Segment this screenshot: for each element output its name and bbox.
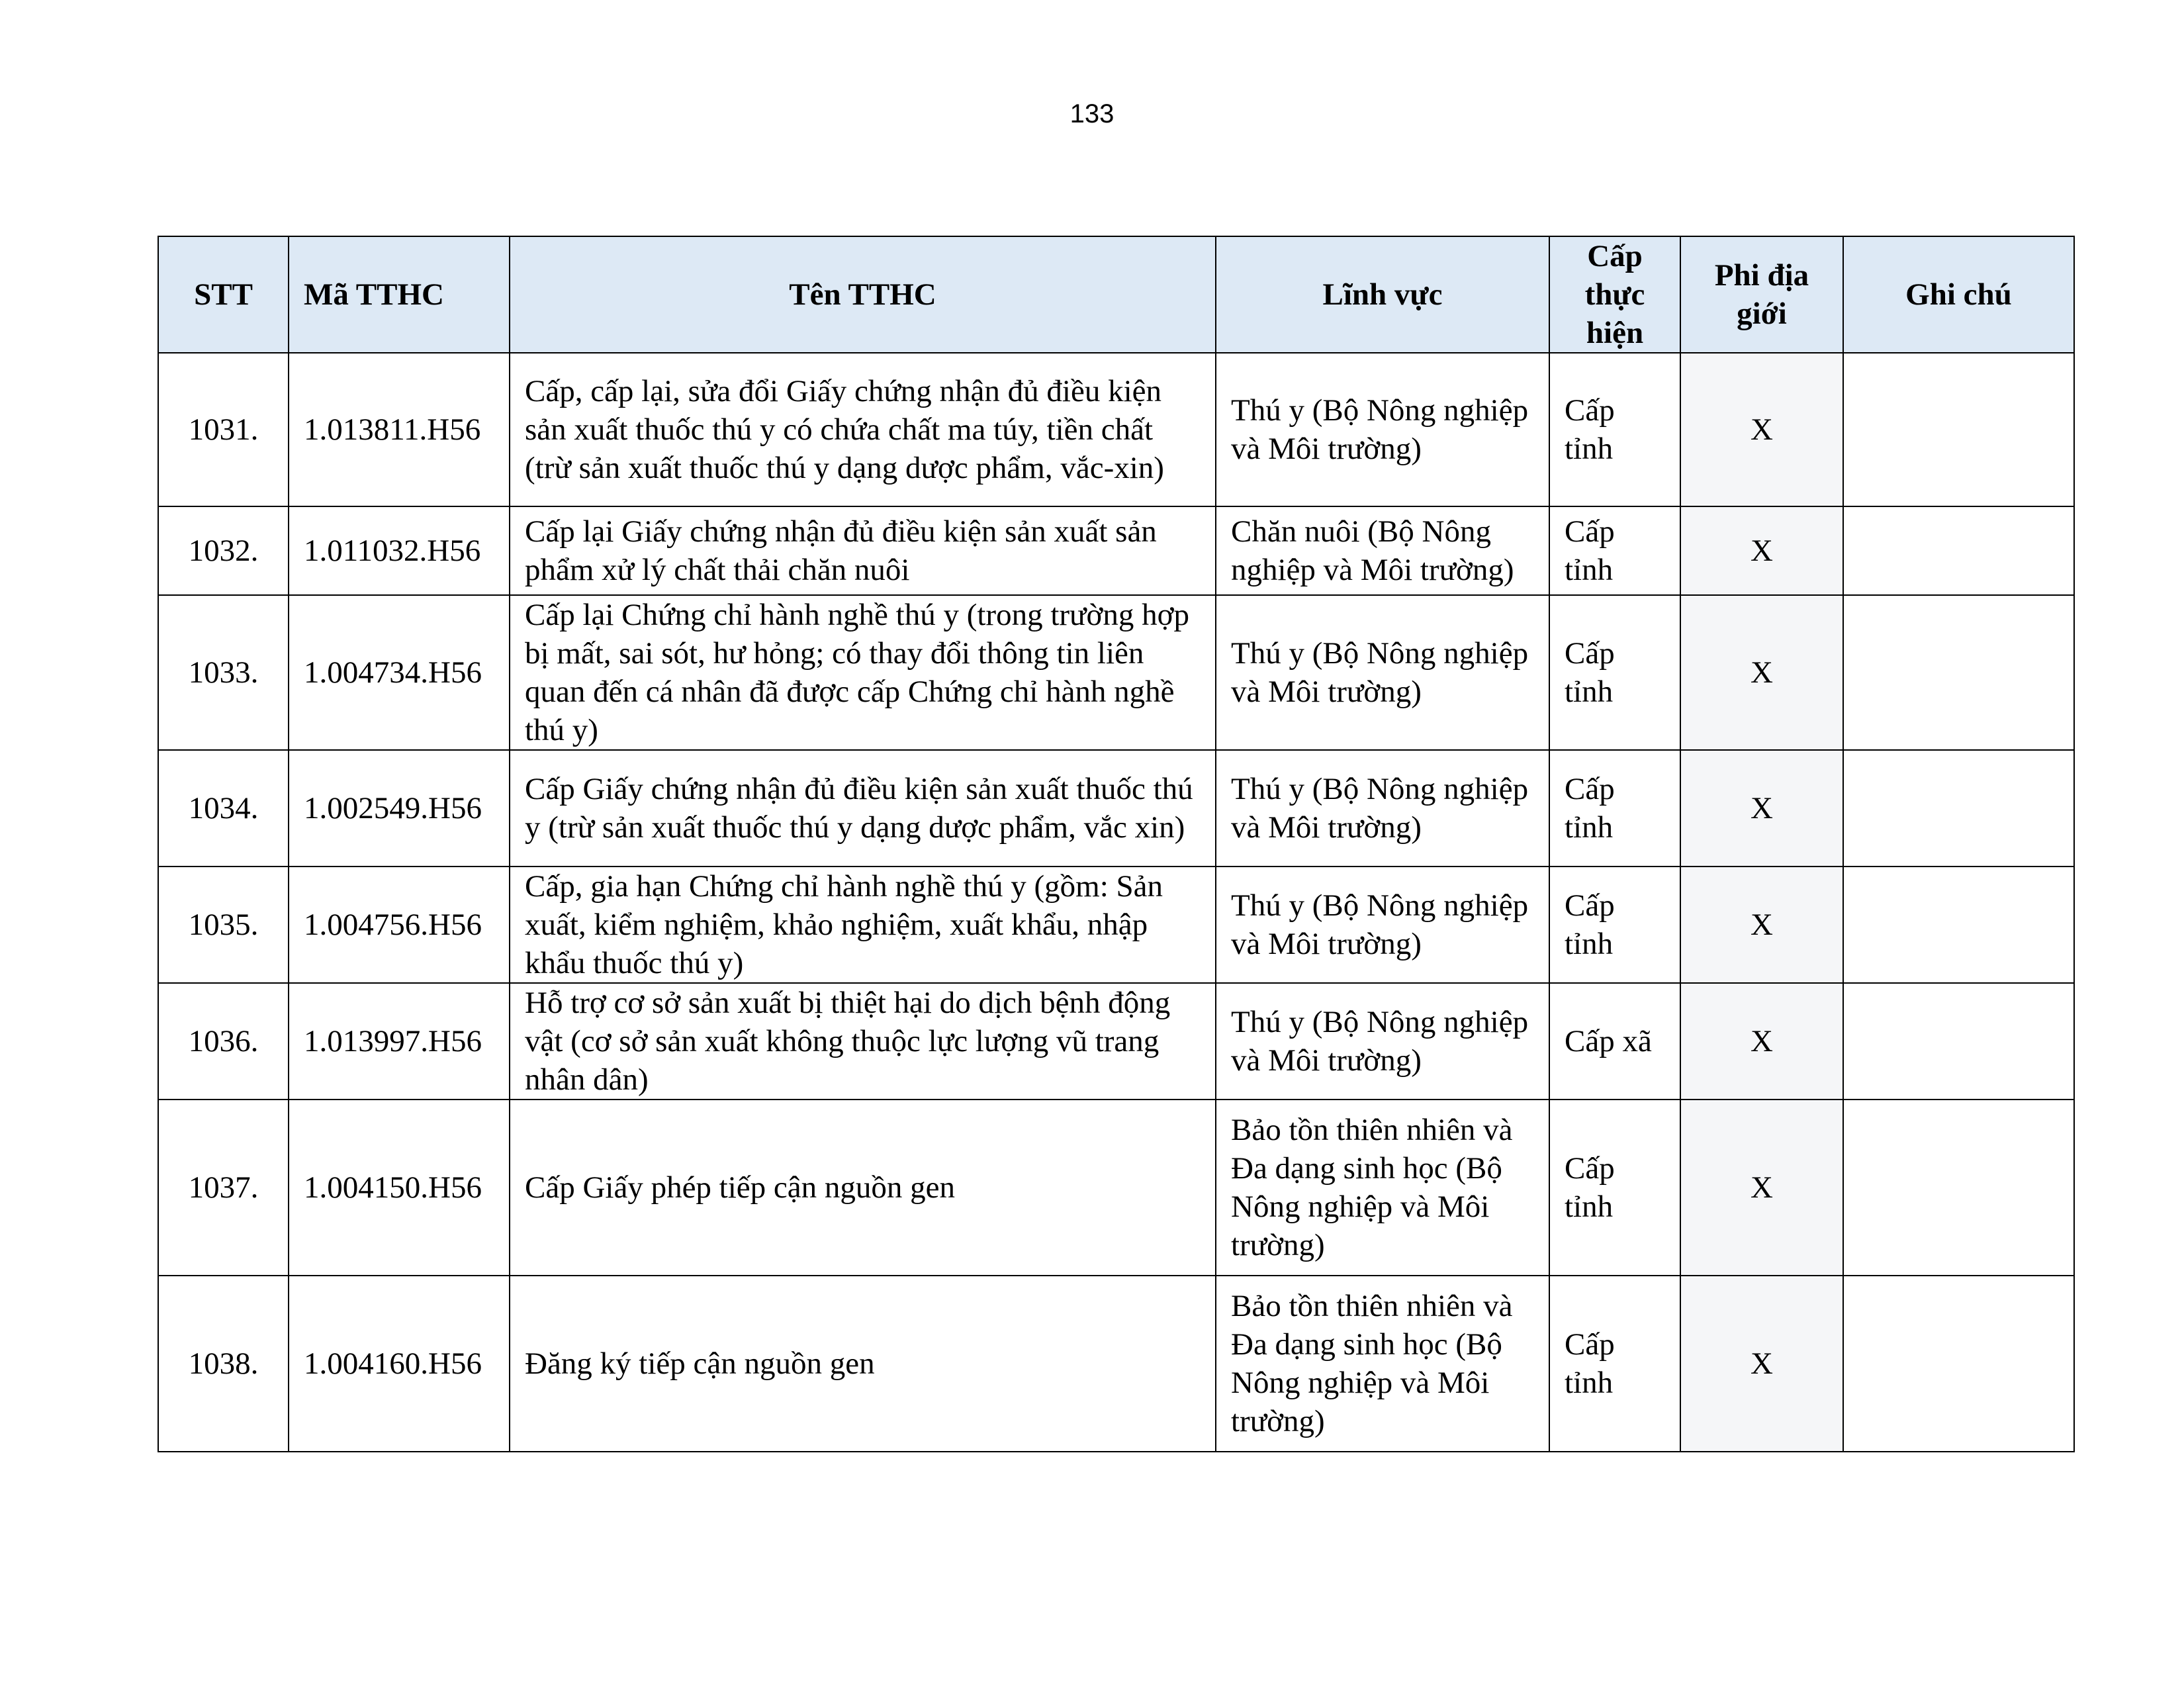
cell-cap-thuc-hien: Cấp tỉnh: [1549, 353, 1680, 506]
cell-cap-thuc-hien: Cấp tỉnh: [1549, 1276, 1680, 1452]
cell-ten-tthc: Hỗ trợ cơ sở sản xuất bị thiệt hại do dịch bệnh động vật (cơ sở sản xuất không thuộc lực lượng vũ trang nhân dân): [510, 983, 1216, 1100]
cell-ten-tthc: Cấp Giấy phép tiếp cận nguồn gen: [510, 1100, 1216, 1276]
cell-phi-dia-gioi: X: [1680, 353, 1843, 506]
header-linh-vuc: Lĩnh vực: [1216, 236, 1549, 353]
cell-linh-vuc: Thú y (Bộ Nông nghiệp và Môi trường): [1216, 595, 1549, 750]
cell-linh-vuc: Bảo tồn thiên nhiên và Đa dạng sinh học (Bộ Nông nghiệp và Môi trường): [1216, 1276, 1549, 1452]
cell-ma-tthc: 1.004734.H56: [289, 595, 510, 750]
header-stt: STT: [158, 236, 289, 353]
cell-ma-tthc: 1.004150.H56: [289, 1100, 510, 1276]
header-ma-tthc: Mã TTHC: [289, 236, 510, 353]
table-row: [158, 983, 2074, 1100]
cell-cap-thuc-hien: Cấp tỉnh: [1549, 595, 1680, 750]
cell-ma-tthc: 1.004160.H56: [289, 1276, 510, 1452]
procedures-table: [158, 236, 2075, 1452]
cell-ma-tthc: 1.004756.H56: [289, 867, 510, 983]
cell-cap-thuc-hien: Cấp xã: [1549, 983, 1680, 1100]
cell-phi-dia-gioi: X: [1680, 1276, 1843, 1452]
cell-phi-dia-gioi: X: [1680, 867, 1843, 983]
cell-ten-tthc: Đăng ký tiếp cận nguồn gen: [510, 1276, 1216, 1452]
header-ghi-chu: Ghi chú: [1843, 236, 2074, 353]
table-row: [158, 595, 2074, 750]
cell-phi-dia-gioi: X: [1680, 595, 1843, 750]
table-row: [158, 750, 2074, 867]
cell-linh-vuc: Chăn nuôi (Bộ Nông nghiệp và Môi trường): [1216, 506, 1549, 595]
cell-ma-tthc: 1.002549.H56: [289, 750, 510, 867]
cell-stt: 1031.: [158, 353, 289, 506]
cell-ten-tthc: Cấp, gia hạn Chứng chỉ hành nghề thú y (gồm: Sản xuất, kiểm nghiệm, khảo nghiệm, xuất khẩu, nhập khẩu thuốc thú y): [510, 867, 1216, 983]
cell-cap-thuc-hien: Cấp tỉnh: [1549, 1100, 1680, 1276]
table-header: [158, 236, 2074, 353]
table-row: [158, 1276, 2074, 1452]
cell-stt: 1032.: [158, 506, 289, 595]
cell-linh-vuc: Thú y (Bộ Nông nghiệp và Môi trường): [1216, 867, 1549, 983]
cell-stt: 1037.: [158, 1100, 289, 1276]
table-row: [158, 506, 2074, 595]
cell-ma-tthc: 1.013811.H56: [289, 353, 510, 506]
cell-cap-thuc-hien: Cấp tỉnh: [1549, 867, 1680, 983]
cell-ghi-chu: [1843, 867, 2074, 983]
cell-linh-vuc: Thú y (Bộ Nông nghiệp và Môi trường): [1216, 353, 1549, 506]
cell-ten-tthc: Cấp, cấp lại, sửa đổi Giấy chứng nhận đủ điều kiện sản xuất thuốc thú y có chứa chất ma túy, tiền chất (trừ sản xuất thuốc thú y dạng dược phẩm, vắc-xin): [510, 353, 1216, 506]
cell-ten-tthc: Cấp Giấy chứng nhận đủ điều kiện sản xuất thuốc thú y (trừ sản xuất thuốc thú y dạng dược phẩm, vắc xin): [510, 750, 1216, 867]
cell-ghi-chu: [1843, 506, 2074, 595]
cell-stt: 1038.: [158, 1276, 289, 1452]
header-cap-thuc-hien: Cấp thực hiện: [1549, 236, 1680, 353]
cell-ten-tthc: Cấp lại Giấy chứng nhận đủ điều kiện sản xuất sản phẩm xử lý chất thải chăn nuôi: [510, 506, 1216, 595]
cell-stt: 1033.: [158, 595, 289, 750]
cell-phi-dia-gioi: X: [1680, 1100, 1843, 1276]
cell-ghi-chu: [1843, 750, 2074, 867]
cell-cap-thuc-hien: Cấp tỉnh: [1549, 506, 1680, 595]
cell-ma-tthc: 1.011032.H56: [289, 506, 510, 595]
cell-ghi-chu: [1843, 1276, 2074, 1452]
page-number: 133: [1069, 99, 1115, 128]
cell-phi-dia-gioi: X: [1680, 983, 1843, 1100]
cell-stt: 1035.: [158, 867, 289, 983]
table-row: [158, 867, 2074, 983]
cell-stt: 1034.: [158, 750, 289, 867]
header-phi-dia-gioi: Phi địa giới: [1680, 236, 1843, 353]
cell-linh-vuc: Thú y (Bộ Nông nghiệp và Môi trường): [1216, 750, 1549, 867]
cell-linh-vuc: Thú y (Bộ Nông nghiệp và Môi trường): [1216, 983, 1549, 1100]
header-row: [158, 236, 2074, 353]
cell-linh-vuc: Bảo tồn thiên nhiên và Đa dạng sinh học (Bộ Nông nghiệp và Môi trường): [1216, 1100, 1549, 1276]
cell-ten-tthc: Cấp lại Chứng chỉ hành nghề thú y (trong trường hợp bị mất, sai sót, hư hỏng; có thay đổi thông tin liên quan đến cá nhân đã được cấp Chứng chỉ hành nghề thú y): [510, 595, 1216, 750]
cell-stt: 1036.: [158, 983, 289, 1100]
cell-ghi-chu: [1843, 983, 2074, 1100]
cell-ghi-chu: [1843, 353, 2074, 506]
table-row: [158, 353, 2074, 506]
header-ten-tthc: Tên TTHC: [510, 236, 1216, 353]
table-body: [158, 353, 2074, 1452]
cell-ma-tthc: 1.013997.H56: [289, 983, 510, 1100]
cell-phi-dia-gioi: X: [1680, 506, 1843, 595]
cell-cap-thuc-hien: Cấp tỉnh: [1549, 750, 1680, 867]
table-row: [158, 1100, 2074, 1276]
cell-ghi-chu: [1843, 1100, 2074, 1276]
cell-ghi-chu: [1843, 595, 2074, 750]
cell-phi-dia-gioi: X: [1680, 750, 1843, 867]
